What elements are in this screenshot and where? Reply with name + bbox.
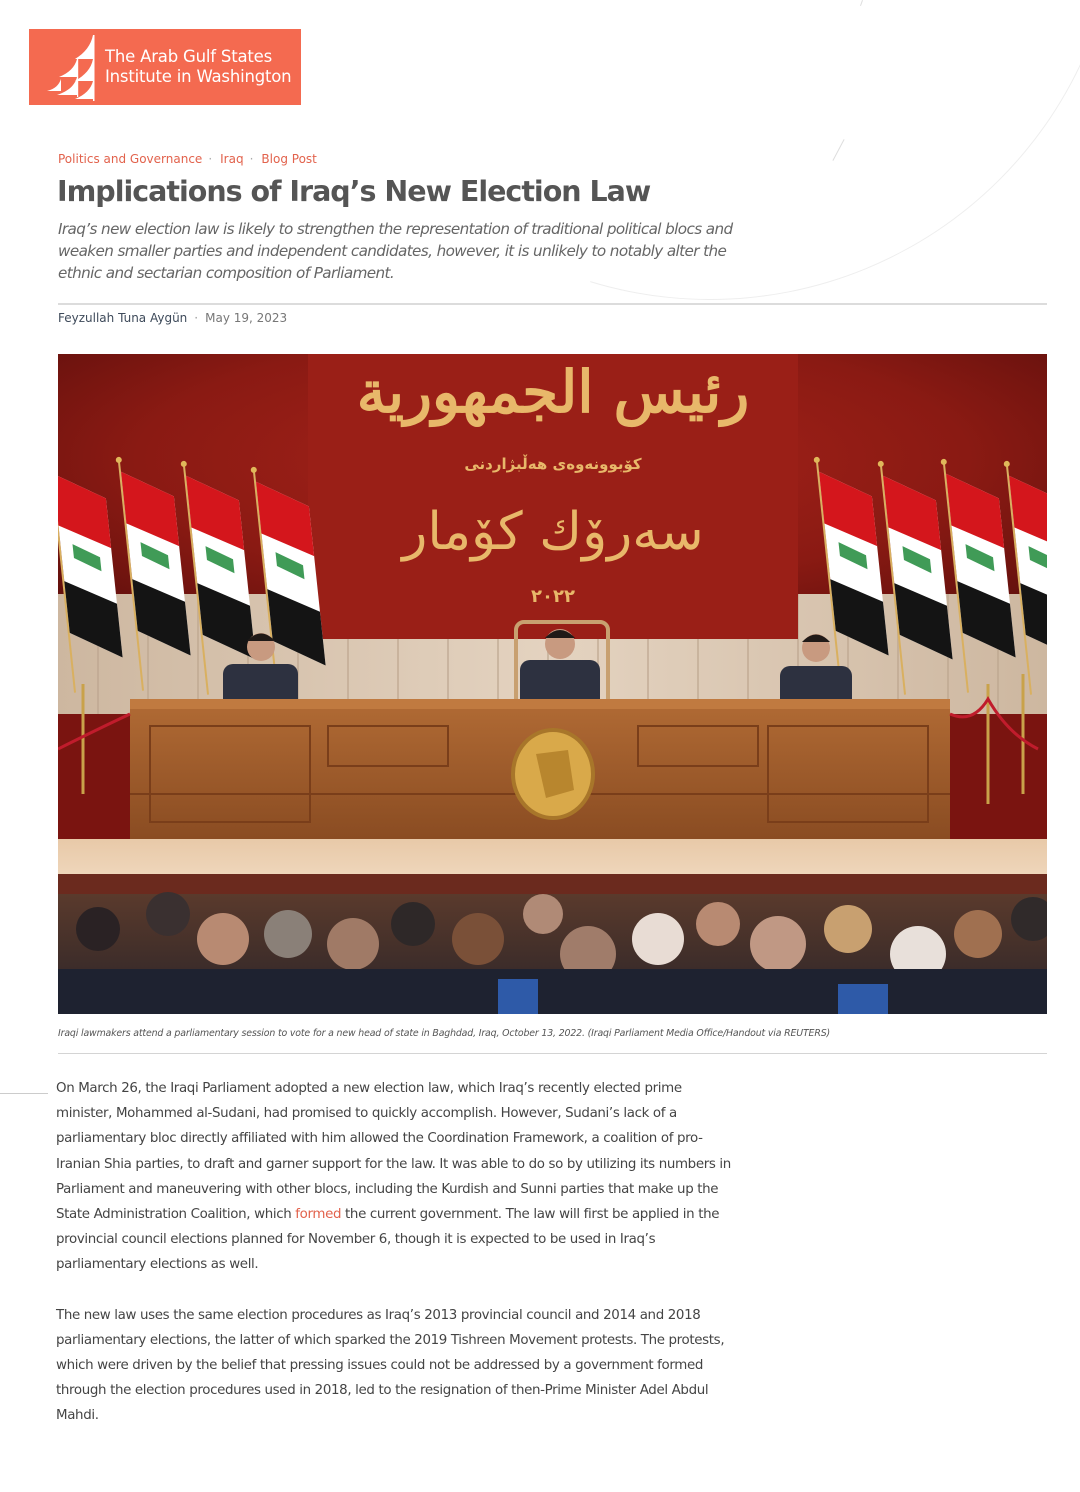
paragraph-text: the current government. The law will first be applied in the provincial council elections planned for November 6, though it is expected to be used in Iraq’s parliamentary elections as well. — [56, 1207, 720, 1273]
logo-text-line-1: The Arab Gulf States — [105, 47, 272, 66]
background-line-decoration — [832, 139, 844, 161]
caption-divider — [58, 1053, 1047, 1054]
article-body — [56, 1076, 736, 1454]
backdrop-year-text: ٢٠٢٢ — [531, 586, 575, 607]
parliament-session-photo — [58, 354, 1047, 1014]
byline — [58, 311, 287, 325]
body-paragraph-2: The new law uses the same election procedures as Iraq’s 2013 provincial council and 2014 and 2018 parliamentary elections, the latter of which sparked the 2019 Tishreen Movement protests. The protests, which were driven by the belief that pressing issues could not be addressed by a government formed through the election procedures used in 2018, led to the resignation of then-Prime Minister Adel Abdul Mahdi. — [56, 1307, 725, 1424]
hero-image — [58, 354, 1047, 1014]
publish-date: May 19, 2023 — [205, 311, 288, 325]
paragraph-text: On March 26, the Iraqi Parliament adopted a new election law, which Iraq’s recently elected prime minister, Mohammed al-Sudani, had promised to quickly accomplish. However, Sudani’s lack of a parliamentary bloc directly affiliated with him allowed the Coordination Framework, a coalition of pro-Iranian Shia parties, to draft and garner support for the law. It was able to do so by utilizing its numbers in Parliament and maneuvering with other blocs, including the Kurdish and Sunni parties that make up the State Administration Coalition, which — [56, 1081, 731, 1223]
formed-link[interactable]: formed — [295, 1207, 342, 1223]
backdrop-kurdish-small-text: کۆبوونەوەی هەڵبژاردنی — [464, 455, 642, 473]
background-line-decoration — [860, 0, 863, 6]
side-decorative-rule — [0, 1093, 48, 1094]
byline-separator: · — [194, 311, 199, 325]
tag-politics-and-governance[interactable]: Politics and Governance — [58, 152, 203, 166]
backdrop-kurdish-large-text: سەرۆك كۆمار — [402, 502, 704, 562]
tag-iraq[interactable]: Iraq — [220, 152, 244, 166]
header-divider — [58, 303, 1047, 305]
tag-blog-post[interactable]: Blog Post — [261, 152, 317, 166]
category-breadcrumbs — [58, 152, 317, 166]
article-title: Implications of Iraq’s New Election Law — [57, 175, 651, 208]
backdrop-arabic-text: رئيس الجمهورية — [356, 358, 750, 426]
logo-text-line-2: Institute in Washington — [105, 67, 292, 86]
body-paragraph-1 — [56, 1076, 736, 1278]
author-link[interactable]: Feyzullah Tuna Aygün — [58, 311, 188, 325]
image-caption: Iraqi lawmakers attend a parliamentary session to vote for a new head of state in Baghdad, Iraq, October 13, 2022. (Iraqi Parliament Media Office/Handout via REUTERS) — [58, 1028, 831, 1039]
sails-logo-icon — [45, 29, 105, 105]
breadcrumb-separator: · — [249, 152, 254, 166]
site-logo-text — [105, 47, 291, 87]
site-logo-link[interactable] — [29, 29, 301, 105]
breadcrumb-separator: · — [208, 152, 213, 166]
article-dek: Iraq’s new election law is likely to strengthen the representation of traditional political blocs and weaken smaller parties and independent candidates, however, it is unlikely to notably alter the ethnic and sectarian composition of Parliament. — [58, 220, 733, 282]
